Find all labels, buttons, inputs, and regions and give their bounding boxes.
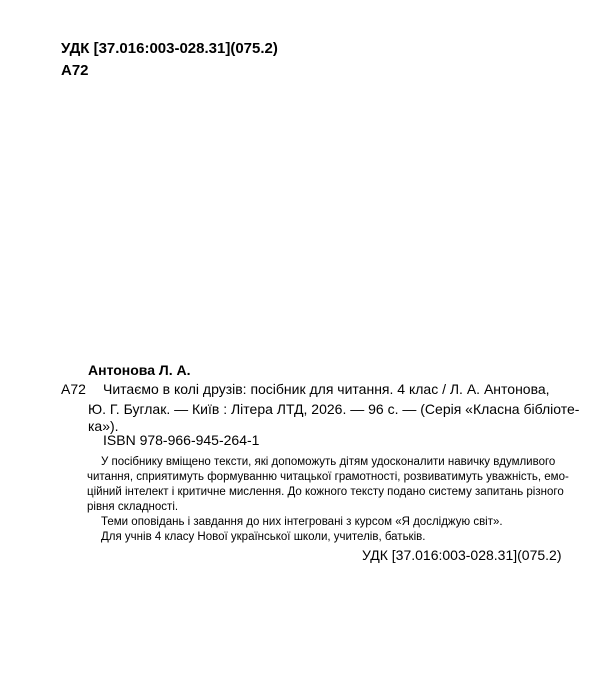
header-udk-code: УДК [37.016:003-028.31](075.2) — [61, 40, 278, 57]
annotation-line: читання, сприятимуть формуванню читацької грамотності, розвиватимуть уважність, емо- — [87, 471, 569, 483]
annotation — [87, 455, 587, 545]
annotation-line: рівня складності. — [87, 501, 179, 513]
card-author: Антонова Л. А. — [88, 362, 191, 378]
annotation-line: ційний інтелект і критичне мислення. До кожного тексту подано систему запитань різного — [87, 486, 564, 498]
isbn-number: ISBN 978-966-945-264-1 — [103, 432, 260, 448]
annotation-line: Для учнів 4 класу Нової української школи, учителів, батьків. — [101, 531, 426, 543]
annotation-line: Теми оповідань і завдання до них інтегровані з курсом «Я досліджую світ». — [101, 516, 503, 528]
card-udk-code: УДК [37.016:003-028.31](075.2) — [362, 547, 562, 563]
bibliographic-line: Ю. Г. Буглак. — Київ : Літера ЛТД, 2026. — 96 с. — (Серія «Класна бібліоте- — [88, 401, 580, 417]
annotation-line: У посібнику вміщено тексти, які допоможуть дітям удосконалити навичку вдумливого — [101, 456, 556, 468]
bibliographic-line: Читаємо в колі друзів: посібник для читання. 4 клас / Л. А. Антонова, — [103, 381, 550, 397]
card-author-index: А72 — [61, 381, 86, 397]
header-author-index: А72 — [61, 62, 89, 79]
bibliographic-line: ка»). — [88, 418, 119, 434]
